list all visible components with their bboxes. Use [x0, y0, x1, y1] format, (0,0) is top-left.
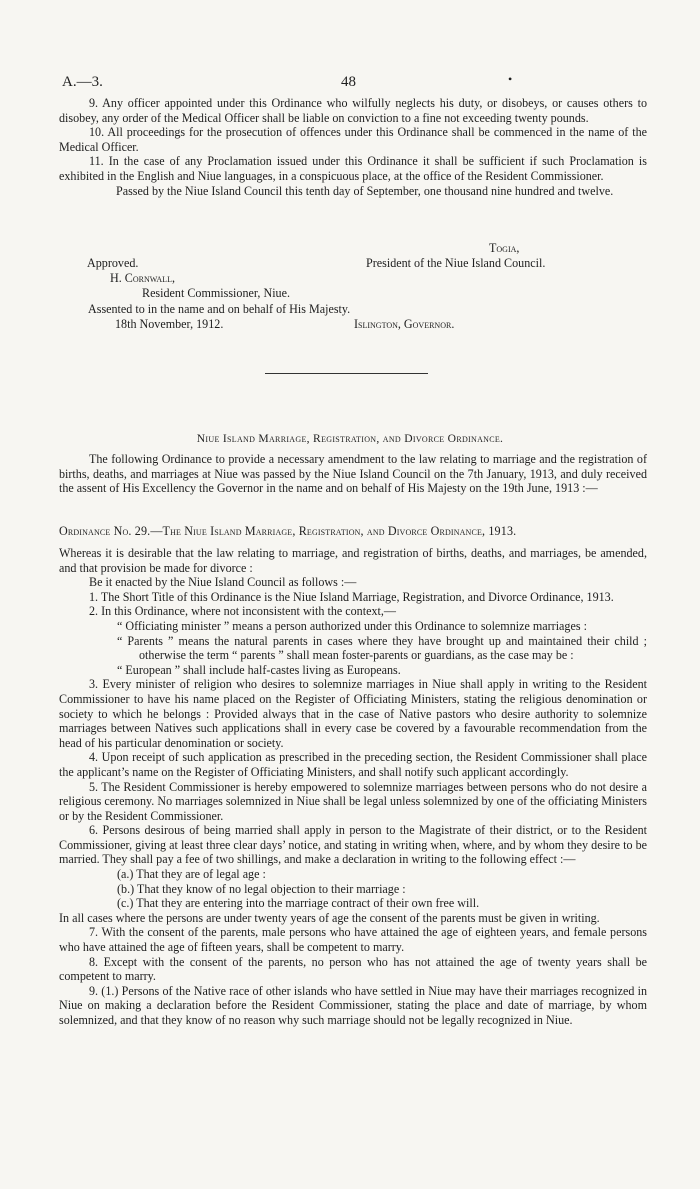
page-reference: A.—3.: [62, 74, 103, 90]
section-6-item-a: (a.) That they are of legal age :: [117, 867, 266, 882]
signatory-togia: Togia,: [489, 241, 520, 255]
definition-european: “ European ” shall include half-castes living as Europeans.: [117, 662, 401, 677]
section-4: 4. Upon receipt of such application as prescribed in the preceding section, the Resident Commissioner shall place the applicant’s name on the Register of Officiating Ministers, and shall notify such applicant accordingly.: [59, 750, 647, 779]
section-6-item-b: (b.) That they know of no legal objection to their marriage :: [117, 881, 406, 896]
medical-ordinance-clauses: [59, 96, 647, 198]
approved-label: Approved.: [87, 256, 139, 270]
ordinance-title: Niue Island Marriage, Registration, and Divorce Ordinance.: [196, 432, 504, 445]
page-mark: •: [508, 72, 513, 86]
section-divider: [265, 373, 428, 374]
section-6-item-c: (c.) That they are entering into the marriage contract of their own free will.: [117, 896, 480, 911]
ordinance-body: [59, 546, 647, 1028]
page-number: 48: [341, 74, 356, 90]
section-6: 6. Persons desirous of being married shall apply in person to the Magistrate of their district, or to the Resident Commissioner, giving at least three clear days’ notice, and stating in writing when, where, and by whom they desire to be married. They shall pay a fee of two shillings, and make a declaration in writing to the following effect :—: [59, 823, 647, 867]
clause-9: 9. Any officer appointed under this Ordinance who wilfully neglects his duty, or disobeys, or causes others to disobey, any order of the Medical Officer shall be liable on conviction to a fine not exceeding twenty pounds.: [59, 96, 647, 125]
enacting-clause: Be it enacted by the Niue Island Council as follows :—: [89, 575, 357, 590]
section-7: 7. With the consent of the parents, male persons who have attained the age of eighteen years, and female persons who have attained the age of fifteen years, shall be competent to marry.: [59, 925, 647, 955]
section-3: 3. Every minister of religion who desires to solemnize marriages in Niue shall apply in writing to the Resident Commissioner to have his name placed on the Register of Officiating Ministers, stating the religious denomination or society to which he belongs : Provided always that in the case of Native pastors who desire authority to solemnize marriages between Natives such applications shall in every case be covered by a favourable recommendation from the head of his particular denomination or society.: [59, 677, 647, 750]
signatory-cornwall: H. Cornwall,: [110, 271, 175, 285]
definition-officiating-minister: “ Officiating minister ” means a person authorized under this Ordinance to solemnize marriages :: [117, 618, 587, 633]
section-9: 9. (1.) Persons of the Native race of other islands who have settled in Niue may have their marriages recognized in Niue on making a declaration before the Resident Commissioner, stating the place and date of marriage, by whom solemnized, and that they know of no reason why such marriage should not be legally recognized in Niue.: [59, 983, 647, 1027]
whereas-clause: Whereas it is desirable that the law relating to marriage, and registration of births, deaths, and marriages, be amended, and that provision be made for divorce :: [59, 546, 647, 575]
assent-date: 18th November, 1912.: [115, 317, 224, 331]
section-2: 2. In this Ordinance, where not inconsistent with the context,—: [89, 604, 396, 619]
clause-10: 10. All proceedings for the prosecution of offences under this Ordinance shall be commenced in the name of the Medical Officer.: [59, 125, 647, 154]
passed-statement: Passed by the Niue Island Council this tenth day of September, one thousand nine hundred and twelve.: [116, 183, 614, 198]
clause-11: 11. In the case of any Proclamation issued under this Ordinance it shall be sufficient if such Proclamation is exhibited in the English and Niue languages, in a conspicuous place, at the office of the Resident Commissioner.: [59, 154, 647, 183]
signatory-title-president: President of the Niue Island Council.: [366, 256, 546, 270]
ordinance-heading: Ordinance No. 29.—The Niue Island Marriage, Registration, and Divorce Ordinance, 1913.: [59, 524, 517, 538]
governor-signature: Islington, Governor.: [354, 317, 455, 331]
section-1: 1. The Short Title of this Ordinance is the Niue Island Marriage, Registration, and Divorce Ordinance, 1913.: [89, 589, 614, 604]
section-8: 8. Except with the consent of the parents, no person who has not attained the age of twenty years shall be competent to marry.: [59, 954, 647, 984]
section-5: 5. The Resident Commissioner is hereby empowered to solemnize marriages between persons who do not desire a religious ceremony. No marriages solemnized in Niue shall be legal unless solemnized by one of the officiating Ministers or by the Resident Commissioner.: [59, 779, 647, 823]
ordinance-introduction: [59, 452, 647, 496]
definition-parents: “ Parents ” means the natural parents in cases where they have brought up and maintained their child ; otherwise the term “ parents ” shall mean foster-parents or guardians, as the case may be :: [117, 633, 647, 663]
parental-consent-clause: In all cases where the persons are under twenty years of age the consent of the parents must be given in writing.: [59, 910, 600, 925]
assent-statement: Assented to in the name and on behalf of His Majesty.: [88, 302, 351, 316]
signatory-title-resident: Resident Commissioner, Niue.: [142, 286, 290, 300]
intro-paragraph: The following Ordinance to provide a necessary amendment to the law relating to marriage and the registration of births, deaths, and marriages at Niue was passed by the Niue Island Council on the 7th January, 1913, and duly received the assent of His Excellency the Governor in the name and on behalf of His Majesty on the 19th June, 1913 :—: [59, 452, 647, 496]
